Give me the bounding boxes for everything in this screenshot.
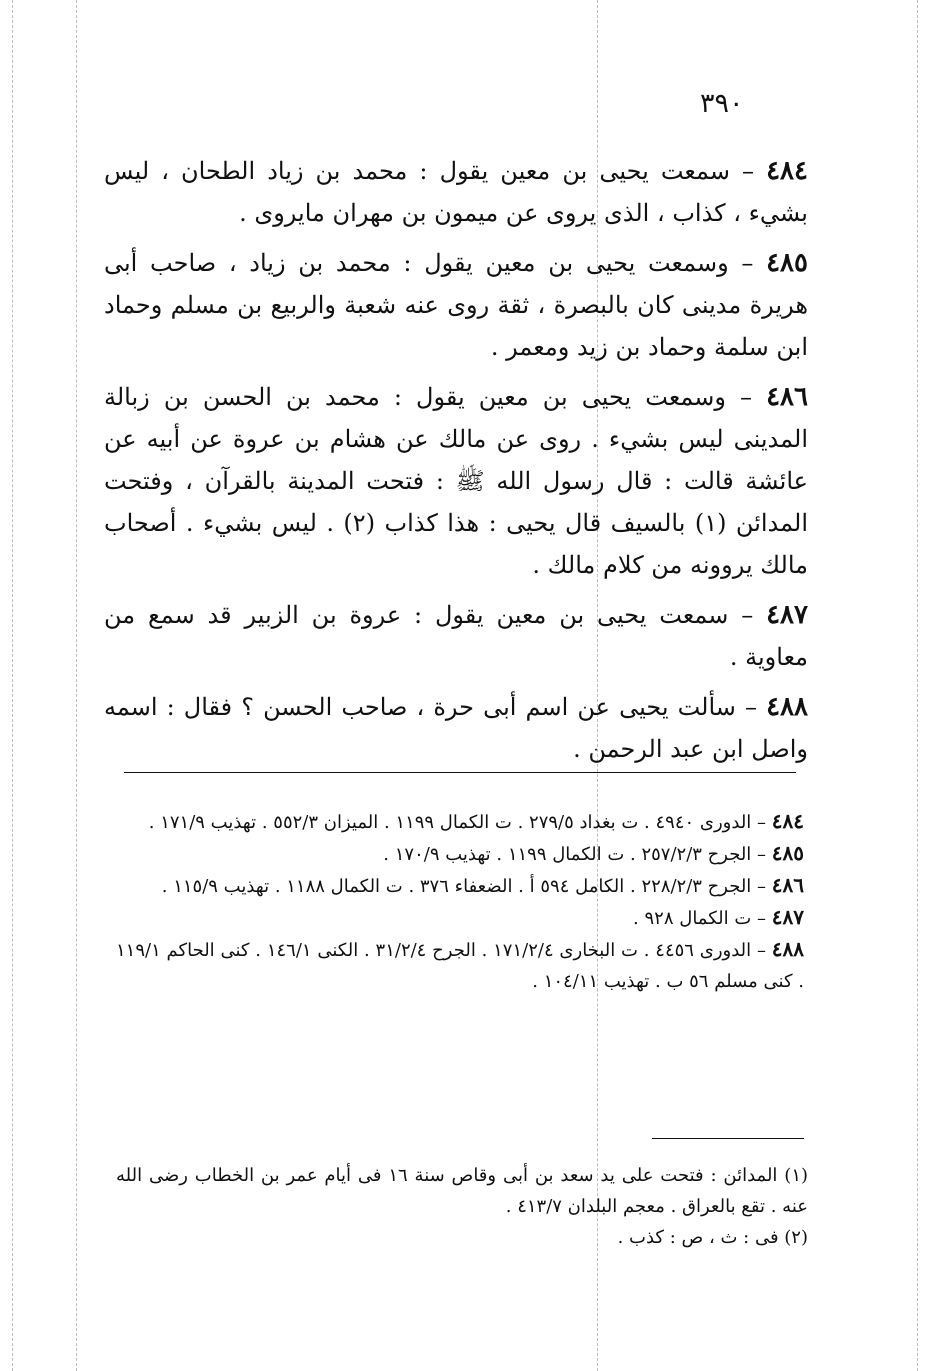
entry-484 [104,150,808,234]
reference-487 [116,902,804,934]
scan-dash-line [12,0,13,1371]
reference-number: ٤٨٧ [771,905,804,929]
footnotes-divider [652,1138,804,1139]
entry-487 [104,594,808,678]
entry-486 [104,376,808,586]
entry-number: ٤٨٨ [766,692,809,722]
scan-dash-line [76,0,77,1371]
reference-number: ٤٨٤ [771,809,804,833]
main-text [104,150,808,778]
entry-text: – سألت يحيى عن اسم أبى حرة ، صاحب الحسن ؟ فقال : اسمه واصل ابن عبد الرحمن . [104,693,808,763]
reference-text: – الجرح ٢٥٧/٢/٣ . ت الكمال ١١٩٩ . تهذيب ١٧٠/٩ . [383,844,767,865]
reference-text: – الجرح ٢٢٨/٢/٣ . الكامل ٥٩٤ أ . الضعفاء ٣٧٦ . ت الكمال ١١٨٨ . تهذيب ١١٥/٩ . [161,876,767,897]
footnotes-section [116,1160,808,1253]
entry-text: – وسمعت يحيى بن معين يقول : محمد بن زياد ، صاحب أبى هريرة مدينى كان بالبصرة ، ثقة روى عنه شعبة والربيع بن مسلم وحماد ابن سلمة وحماد بن زيد ومعمر . [104,249,808,361]
reference-number: ٤٨٦ [771,873,804,897]
entry-488 [104,686,808,770]
entry-text: – وسمعت يحيى بن معين يقول : محمد بن الحسن بن زبالة المدينى ليس بشيء . روى عن مالك عن هشام بن عروة عن أبيه عن عائشة قالت : قال رسول الله ﷺ : فتحت المدينة بالقرآن ، وفتحت المدائن (١) بالسيف قال يحيى : هذا كذاب (٢) . ليس بشيء . أصحاب مالك يروونه من كلام مالك . [104,383,808,579]
reference-number: ٤٨٥ [771,841,804,865]
reference-text: – الدورى ٤٤٥٦ . ت البخارى ١٧١/٢/٤ . الجرح ٣١/٢/٤ . الكنى ١٤٦/١ . كنى الحاكم ١١٩/١ . كنى مسلم ٥٦ ب . تهذيب ١٠٤/١١ . [116,940,804,992]
entry-number: ٤٨٤ [766,156,808,186]
reference-486 [116,870,804,902]
reference-number: ٤٨٨ [771,937,805,961]
entry-number: ٤٨٧ [766,600,808,630]
reference-484 [116,806,804,838]
entry-text: – سمعت يحيى بن معين يقول : محمد بن زياد الطحان ، ليس بشيء ، كذاب ، الذى يروى عن ميمون بن مهران مايروى . [104,157,808,227]
references-section [116,806,804,997]
reference-485 [116,838,804,870]
reference-text: – ت الكمال ٩٢٨ . [633,908,767,929]
entry-number: ٤٨٥ [766,248,808,278]
reference-488 [116,934,804,997]
entry-485 [104,242,808,368]
entry-text: – سمعت يحيى بن معين يقول : عروة بن الزبير قد سمع من معاوية . [104,601,808,671]
scan-dash-line [917,0,918,1371]
entry-number: ٤٨٦ [766,382,808,412]
page-number: ٣٩٠ [700,88,744,119]
references-divider [124,772,796,773]
reference-text: – الدورى ٤٩٤٠ . ت بغداد ٢٧٩/٥ . ت الكمال ١١٩٩ . الميزان ٥٥٢/٣ . تهذيب ١٧١/٩ . [148,812,767,833]
footnote-2: (٢) فى : ث ، ص : كذب . [617,1227,808,1248]
footnote-1: (١) المدائن : فتحت على يد سعد بن أبى وقاص سنة ١٦ فى أيام عمر بن الخطاب رضى الله عنه . تقع بالعراق . معجم البلدان ٤١٣/٧ . [116,1165,809,1217]
